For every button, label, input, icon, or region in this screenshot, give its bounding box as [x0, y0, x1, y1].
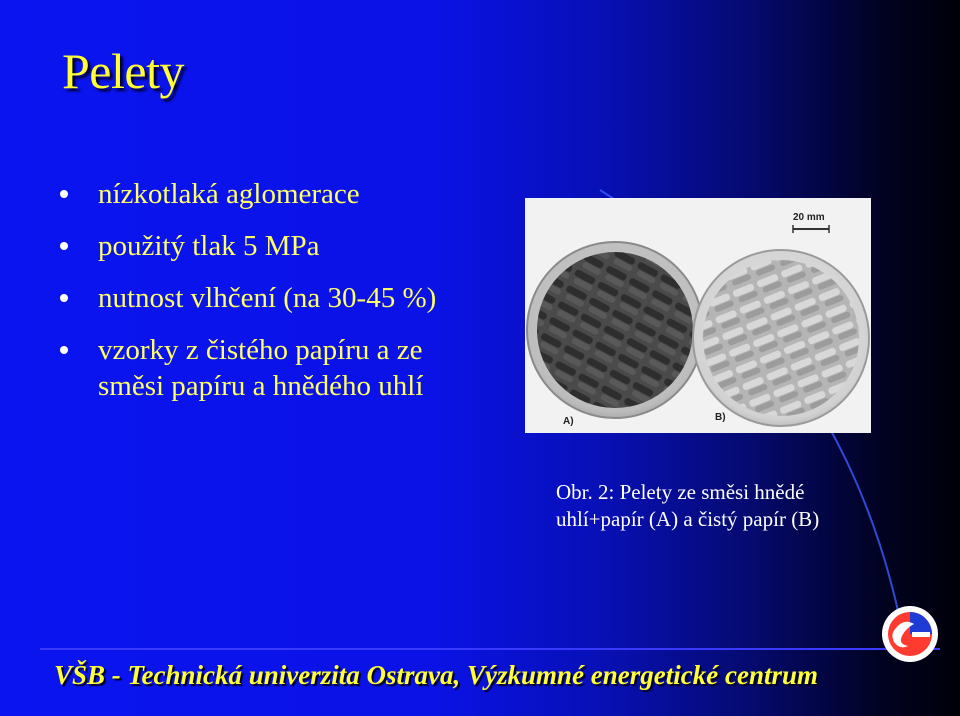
bullet-dot-icon: [60, 242, 68, 250]
bullet-item: [60, 280, 490, 316]
bullet-item: [60, 228, 490, 264]
bullet-text: vzorky z čistého papíru a ze směsi papíru a hnědého uhlí: [98, 334, 424, 402]
bullet-dot-icon: [60, 294, 68, 302]
bullet-dot-icon: [60, 346, 68, 354]
photo-caption: Obr. 2: Pelety ze směsi hnědé uhlí+papír (A) a čistý papír (B): [556, 480, 820, 531]
vsb-logo-icon: [880, 604, 940, 664]
label-b: B): [715, 412, 726, 423]
slide-title: Pelety: [62, 43, 184, 99]
pellets-photo: [525, 198, 871, 433]
label-a: A): [563, 416, 574, 427]
bullet-text: nízkotlaká aglomerace: [98, 178, 360, 210]
bullet-text: nutnost vlhčení (na 30-45 %): [98, 282, 437, 314]
footer-divider: [40, 648, 940, 650]
bullet-text: použitý tlak 5 MPa: [98, 230, 320, 262]
bullet-dot-icon: [60, 190, 68, 198]
bullet-item: [60, 176, 490, 212]
bullet-item: [60, 332, 490, 404]
bullet-list: [60, 176, 490, 420]
scale-label: 20 mm: [793, 212, 825, 223]
footer-text: VŠB - Technická univerzita Ostrava, Výzkumné energetické centrum: [54, 660, 819, 690]
